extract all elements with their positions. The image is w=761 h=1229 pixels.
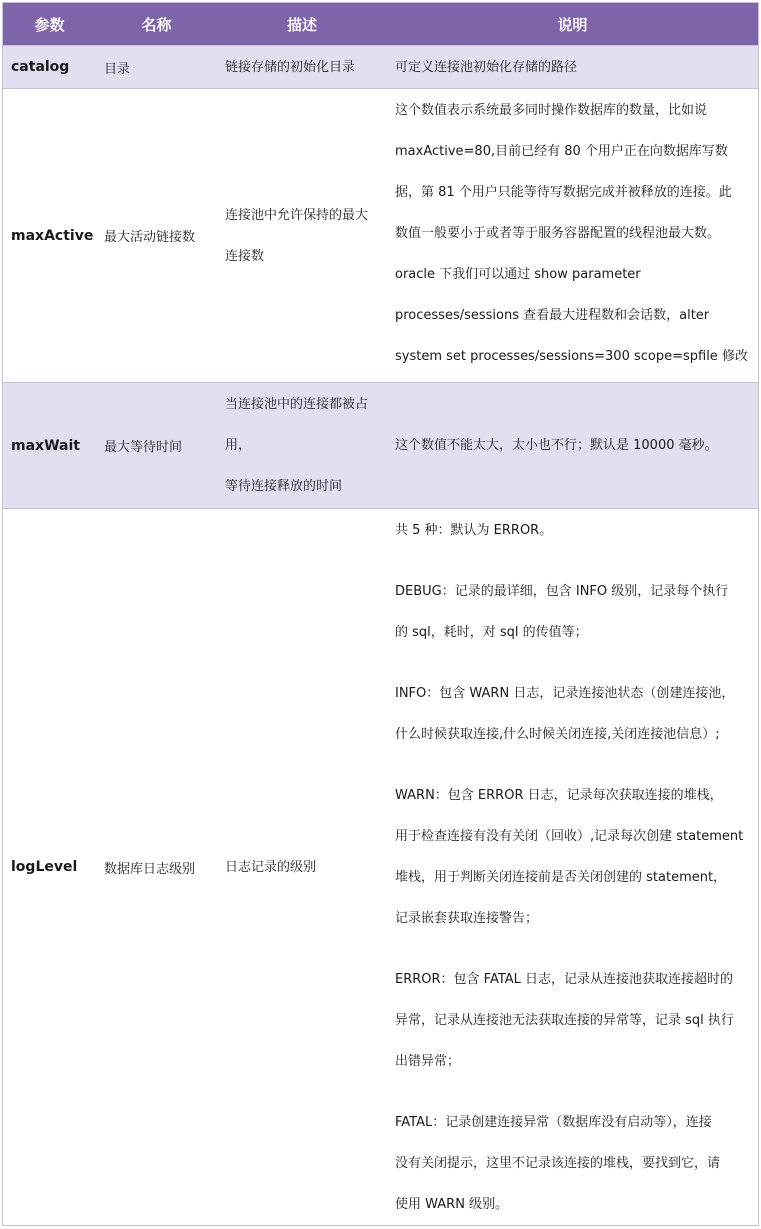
text-line: oracle 下我们可以通过 show parameter xyxy=(395,267,641,282)
note-cell xyxy=(387,46,758,88)
text-line: ERROR：包含 FATAL 日志，记录从连接池获取连接超时的 xyxy=(395,972,734,987)
note-cell xyxy=(387,383,758,508)
table-row xyxy=(3,383,758,509)
text-line: 这个数值不能太大，太小也不行；默认是 10000 毫秒。 xyxy=(395,438,718,453)
text-line: 堆栈，用于判断关闭连接前是否关闭创建的 statement， xyxy=(395,870,727,885)
table-row xyxy=(3,46,758,89)
text-line: 共 5 种：默认为 ERROR。 xyxy=(395,523,553,538)
param-cell: maxWait xyxy=(11,437,80,454)
text-line: 日志记录的级别 xyxy=(225,859,317,875)
text-line: 连接数 xyxy=(225,248,265,264)
table-row xyxy=(3,89,758,383)
blank-line xyxy=(395,551,754,571)
text-line: 可定义连接池初始化存储的路径 xyxy=(395,59,578,75)
name-cell: 目录 xyxy=(104,61,131,77)
text-line: 这个数值表示系统最多同时操作数据库的数量，比如说 xyxy=(395,103,708,118)
blank-line xyxy=(395,653,754,673)
text-line: 没有关闭提示，这里不记录该连接的堆栈，要找到它，请 xyxy=(395,1156,721,1171)
text-line: 数值一般要小于或者等于服务容器配置的线程池最大数。 xyxy=(395,226,721,241)
text-line: 的 sql，耗时，对 sql 的传值等； xyxy=(395,625,588,640)
text-line: FATAL：记录创建连接异常（数据库没有启动等），连接 xyxy=(395,1115,712,1130)
desc-cell xyxy=(217,89,387,382)
header-name: 名称 xyxy=(141,15,172,34)
name-cell: 最大等待时间 xyxy=(104,440,183,455)
header-desc: 描述 xyxy=(286,15,317,34)
text-line: 什么时候获取连接,什么时候关闭连接,关闭连接池信息）; xyxy=(395,727,720,742)
text-line: 连接池中允许保持的最大 xyxy=(225,207,369,223)
text-line: maxActive=80,目前已经有 80 个用户正在向数据库写数 xyxy=(395,144,728,159)
desc-cell xyxy=(217,46,387,88)
param-cell: maxActive xyxy=(11,227,94,244)
text-line: 当连接池中的连接都被占 xyxy=(225,397,369,412)
text-line: 用， xyxy=(225,438,252,453)
text-line: processes/sessions 查看最大进程数和会话数，alter xyxy=(395,308,710,323)
name-cell: 最大活动链接数 xyxy=(104,230,196,245)
param-cell: catalog xyxy=(11,59,70,75)
text-line: WARN：包含 ERROR 日志，记录每次获取连接的堆栈， xyxy=(395,788,723,803)
blank-line xyxy=(395,1082,754,1102)
blank-line xyxy=(395,939,754,959)
desc-cell xyxy=(217,509,387,1225)
name-cell: 数据库日志级别 xyxy=(104,861,196,877)
header-note: 说明 xyxy=(557,15,588,34)
table-row xyxy=(3,509,758,1225)
blank-line xyxy=(395,755,754,775)
table-header-row xyxy=(3,3,758,46)
text-line: 链接存储的初始化目录 xyxy=(225,59,356,75)
parameter-table xyxy=(2,2,759,1226)
header-param: 参数 xyxy=(34,15,65,34)
text-line: 用于检查连接有没有关闭（回收）,记录每次创建 statement xyxy=(395,829,744,844)
text-line: 出错异常； xyxy=(395,1054,461,1069)
text-line: 记录嵌套获取连接警告； xyxy=(395,911,539,926)
desc-cell xyxy=(217,383,387,508)
note-cell xyxy=(387,89,758,382)
text-line: system set processes/sessions=300 scope=spfile 修改 xyxy=(395,349,748,364)
text-line: 据，第 81 个用户只能等待写数据完成并被释放的连接。此 xyxy=(395,185,732,200)
text-line: 使用 WARN 级别。 xyxy=(395,1197,509,1212)
text-line: DEBUG：记录的最详细，包含 INFO 级别，记录每个执行 xyxy=(395,584,729,599)
param-cell: logLevel xyxy=(11,859,78,875)
text-line: 等待连接释放的时间 xyxy=(225,479,343,494)
note-cell xyxy=(387,509,758,1225)
text-line: 异常，记录从连接池无法获取连接的异常等，记录 sql 执行 xyxy=(395,1013,734,1028)
text-line: INFO：包含 WARN 日志，记录连接池状态（创建连接池， xyxy=(395,686,735,701)
